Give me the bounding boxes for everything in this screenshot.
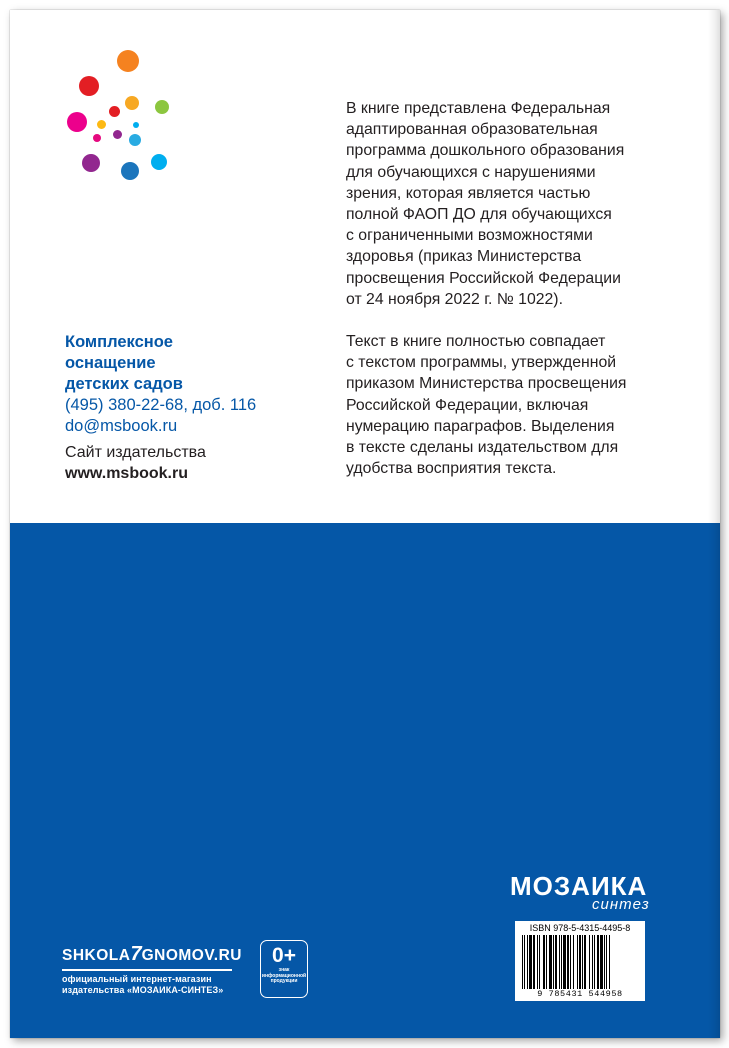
barcode-bar (584, 935, 586, 989)
barcode-bar (589, 935, 590, 989)
logo-dot (121, 162, 139, 180)
logo-dot (113, 130, 122, 139)
barcode-bar (582, 935, 583, 989)
shop-brand-part1: SHKOLA (62, 947, 131, 964)
logo-dot (93, 134, 101, 142)
barcode-bar (609, 935, 610, 989)
book-description (346, 98, 691, 500)
barcode-bar (555, 935, 557, 989)
logo-dot (125, 96, 139, 110)
barcode-bar (543, 935, 545, 989)
barcode-bar (606, 935, 607, 989)
logo-dot (151, 154, 167, 170)
text-line: программа дошкольного образования (346, 142, 625, 160)
barcode-bar (546, 935, 547, 989)
shop-brand (62, 945, 242, 965)
text-line: от 24 ноября 2022 г. № 1022). (346, 290, 563, 308)
barcode-bar (594, 935, 595, 989)
dots-logo (65, 50, 175, 185)
book-back-cover (10, 10, 720, 1038)
isbn-barcode-box (515, 921, 645, 1001)
shop-brand-part2: GNOMOV.RU (141, 947, 242, 964)
contact-phone: (495) 380-22-68, доб. 116 (65, 396, 257, 414)
text-line: полной ФАОП ДО для обучающихся (346, 206, 612, 224)
publisher-logo (510, 871, 660, 913)
barcode-bar (600, 935, 603, 989)
barcode-bar (592, 935, 593, 989)
contact-heading-line: детских садов (65, 375, 183, 393)
text-line: в тексте сделаны издательством для (346, 439, 619, 457)
barcode-bar (549, 935, 552, 989)
contact-email[interactable]: do@msbook.ru (65, 417, 178, 435)
text-line: зрения, которая является частью (346, 184, 591, 202)
shop-logo (62, 945, 242, 996)
barcode-bar (563, 935, 566, 989)
logo-dot (79, 76, 99, 96)
text-line: удобства восприятия текста. (346, 460, 557, 478)
text-line: просвещения Российской Федерации (346, 269, 621, 287)
publisher-name: МОЗАИКА (510, 871, 648, 901)
barcode-digits: 9 785431 544958 (537, 989, 623, 999)
text-line: адаптированная образовательная (346, 121, 598, 139)
barcode-bar (579, 935, 581, 989)
isbn-text: ISBN 978-5-4315-4495-8 (529, 923, 631, 933)
barcode-bar (522, 935, 523, 989)
barcode-bar (533, 935, 535, 989)
barcode-bar (597, 935, 599, 989)
age-rating-value: 0+ (272, 944, 296, 967)
barcode-bar (529, 935, 532, 989)
logo-dot (97, 120, 106, 129)
site-url[interactable]: www.msbook.ru (65, 465, 188, 482)
barcode-bar (567, 935, 569, 989)
text-line: В книге представлена Федеральная (346, 100, 611, 117)
text-line: с текстом программы, утвержденной (346, 354, 617, 372)
age-rating-caption-line: знак (278, 967, 290, 973)
barcode-icon (520, 935, 640, 989)
age-rating-caption-line: продукции (270, 978, 298, 984)
shop-divider (62, 969, 232, 971)
logo-dot (82, 154, 100, 172)
age-rating-caption-line: информационной (261, 972, 307, 979)
description-paragraph-2 (346, 331, 691, 479)
shop-subtitle-2: издательства «МОЗАИКА-СИНТЕЗ» (62, 985, 224, 995)
logo-dot (109, 106, 120, 117)
barcode-bar (604, 935, 605, 989)
barcode-bar (573, 935, 574, 989)
age-rating-badge (260, 940, 308, 998)
text-line: здоровья (приказ Министерства (346, 248, 582, 266)
shop-brand-seven: 7 (130, 943, 142, 965)
shop-subtitle-1: официальный интернет-магазин (62, 974, 212, 984)
barcode-bar (527, 935, 528, 989)
logo-dot (155, 100, 169, 114)
text-line: приказом Министерства просвещения (346, 375, 627, 393)
logo-dot (133, 122, 139, 128)
contact-heading (65, 332, 325, 395)
text-line: Российской Федерации, включая (346, 396, 589, 414)
logo-dot (117, 50, 139, 72)
description-paragraph-1 (346, 98, 691, 310)
barcode-bar (537, 935, 538, 989)
text-line: Текст в книге полностью совпадает (346, 333, 606, 351)
publisher-site-block (65, 442, 325, 484)
barcode-bar (570, 935, 571, 989)
site-label: Сайт издательства (65, 444, 206, 461)
publisher-sub: синтез (592, 896, 650, 913)
logo-dot (129, 134, 141, 146)
barcode-bar (539, 935, 540, 989)
barcode-bar (561, 935, 562, 989)
text-line: для обучающихся с нарушениями (346, 163, 596, 181)
logo-dot (67, 112, 87, 132)
text-line: нумерацию параграфов. Выделения (346, 417, 615, 435)
barcode-bar (524, 935, 525, 989)
contact-heading-line: оснащение (65, 354, 156, 372)
contact-heading-line: Комплексное (65, 333, 173, 351)
barcode-bar (559, 935, 560, 989)
barcode-bar (553, 935, 554, 989)
text-line: с ограниченными возможностями (346, 227, 593, 245)
contact-block (65, 332, 325, 437)
barcode-bar (577, 935, 578, 989)
